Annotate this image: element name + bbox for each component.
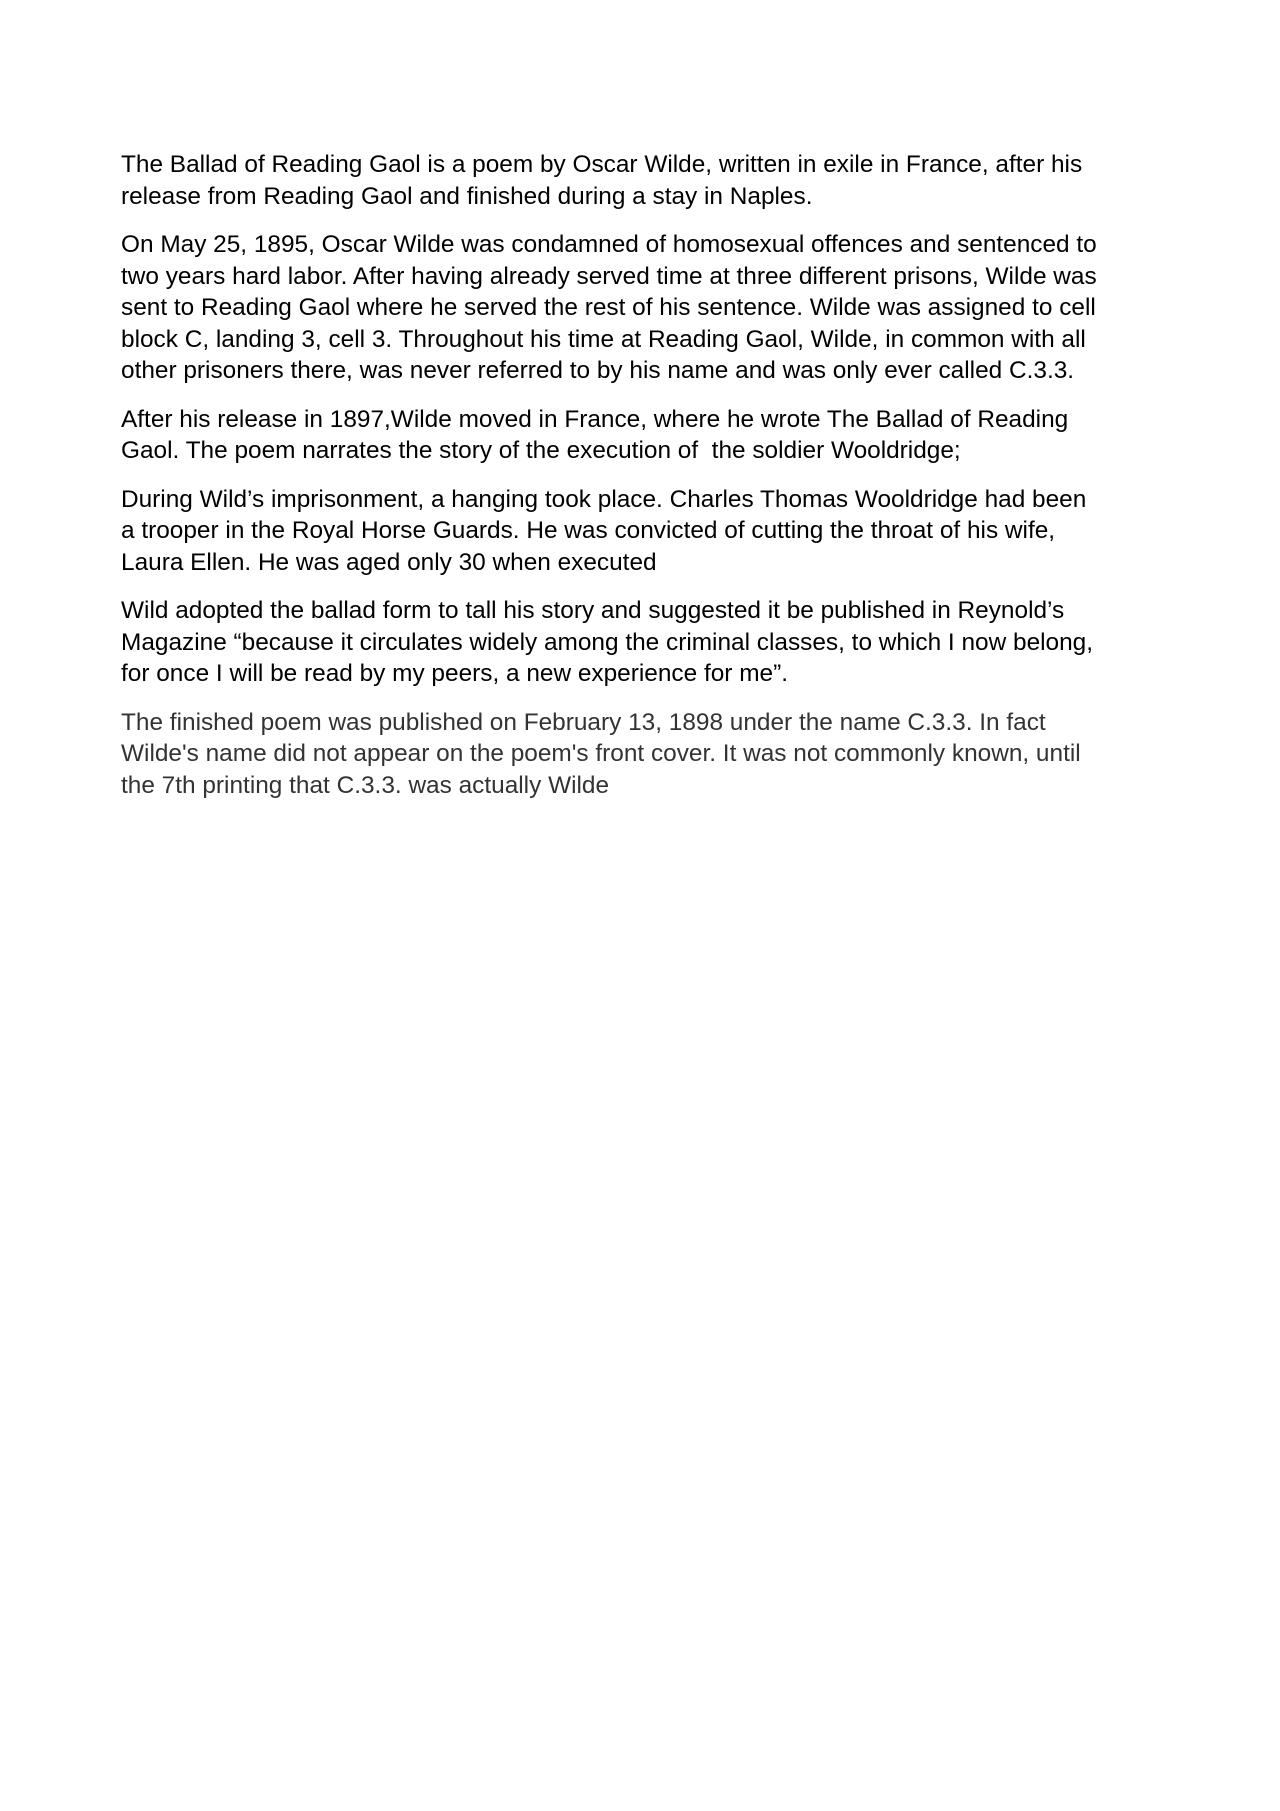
text-line: release from Reading Gaol and finished during a stay in Naples. (121, 182, 813, 210)
paragraph-5 (121, 595, 1173, 690)
text-line: block C, landing 3, cell 3. Throughout his time at Reading Gaol, Wilde, in common with all (121, 325, 1086, 353)
text-line: other prisoners there, was never referred to by his name and was only ever called C.3.3. (121, 357, 1075, 384)
text-line: On May 25, 1895, Oscar Wilde was condamned of homosexual offences and sentenced to (121, 231, 1097, 258)
paragraph-6 (121, 707, 1173, 802)
paragraph-3 (121, 404, 1173, 467)
paragraph-1 (121, 149, 1173, 212)
text-line: After his release in 1897,Wilde moved in France, where he wrote The Ballad of Reading (121, 405, 1069, 433)
text-line: sent to Reading Gaol where he served the rest of his sentence. Wilde was assigned to cell (121, 294, 1096, 321)
text-line: two years hard labor. After having already served time at three different prisons, Wilde was (121, 262, 1097, 290)
text-line: Magazine “because it circulates widely among the criminal classes, to which I now belong, (121, 628, 1094, 656)
text-line: Wild adopted the ballad form to tall his story and suggested it be published in Reynold’s (121, 597, 1065, 624)
text-line: Laura Ellen. He was aged only 30 when executed (121, 548, 657, 576)
text-line: a trooper in the Royal Horse Guards. He was convicted of cutting the throat of his wife, (121, 517, 1056, 544)
paragraph-4 (121, 484, 1173, 579)
text-line: Wilde's name did not appear on the poem's front cover. It was not commonly known, until (121, 740, 1081, 767)
text-line: The finished poem was published on February 13, 1898 under the name C.3.3. In fact (121, 708, 1046, 736)
document-body (121, 149, 1173, 818)
text-line: Gaol. The poem narrates the story of the execution of the soldier Wooldridge; (121, 437, 961, 464)
paragraph-2 (121, 229, 1173, 387)
text-line: The Ballad of Reading Gaol is a poem by Oscar Wilde, written in exile in France, after his (121, 151, 1083, 178)
text-line: During Wild’s imprisonment, a hanging took place. Charles Thomas Wooldridge had been (121, 485, 1087, 513)
text-line: the 7th printing that C.3.3. was actually Wilde (121, 771, 610, 799)
text-line: for once I will be read by my peers, a new experience for me”. (121, 660, 788, 687)
